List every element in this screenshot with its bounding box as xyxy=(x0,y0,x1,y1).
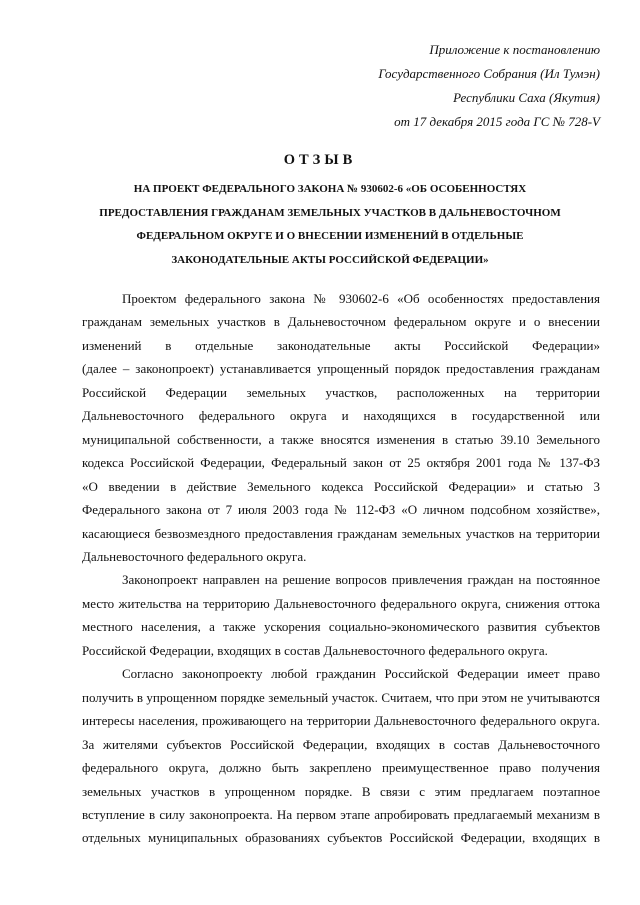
paragraph-3 xyxy=(82,662,600,850)
appendix-line: Республики Саха (Якутия) xyxy=(453,90,600,105)
text-line: «О введении в действие Земельного кодекса Российской Федерации» и статью 3 xyxy=(82,478,600,494)
text-line: Российской Федерации земельных участков, расположенных на территории xyxy=(82,384,600,400)
document-title: ОТЗЫВ xyxy=(283,152,357,168)
text-line: отдельных муниципальных образованиях субъектов Российской Федерации, входящих в xyxy=(82,830,600,846)
text-line: кодекса Российской Федерации, Федеральный закон от 25 октября 2001 года № 137-ФЗ xyxy=(82,455,600,471)
text-line: касающиеся безвозмездного предоставления гражданам земельных участков на территории xyxy=(82,525,600,541)
text-line: местного населения, а также ускорения социально-экономического развития субъектов xyxy=(82,619,600,635)
appendix-line: от 17 декабря 2015 года ГС № 728-V xyxy=(394,114,600,129)
appendix-note xyxy=(378,38,600,134)
paragraph-1 xyxy=(82,287,600,568)
text-line: Проектом федерального закона № 930602-6 «Об особенностях предоставления xyxy=(122,291,600,306)
text-line: получить в упрощенном порядке земельный участок. Считаем, что при этом не учитываются xyxy=(82,689,600,705)
subtitle-line: ЗАКОНОДАТЕЛЬНЫЕ АКТЫ РОССИЙСКОЙ ФЕДЕРАЦИИ» xyxy=(171,253,489,266)
text-line: изменений в отдельные законодательные акты Российской Федерации» xyxy=(82,337,600,353)
text-line: Российской Федерации, входящих в состав Дальневосточного федерального округа. xyxy=(82,642,548,658)
text-line: вступление в силу законопроекта. На первом этапе апробировать предлагаемый механизм в xyxy=(82,806,600,822)
text-line: (далее – законопроект) устанавливается упрощенный порядок предоставления гражданам xyxy=(82,361,600,377)
text-line: федерального округа, должно быть закреплено преимущественное право получения xyxy=(82,760,600,776)
text-line: Законопроект направлен на решение вопросов привлечения граждан на постоянное xyxy=(122,572,600,588)
text-line: место жительства на территорию Дальневосточного федерального округа, снижения оттока xyxy=(82,595,600,611)
text-line: Дальневосточного федерального округа и находящихся в государственной или xyxy=(82,408,600,424)
subtitle-line: ФЕДЕРАЛЬНОМ ОКРУГЕ И О ВНЕСЕНИИ ИЗМЕНЕНИЙ В ОТДЕЛЬНЫЕ xyxy=(136,230,524,242)
subtitle-line: НА ПРОЕКТ ФЕДЕРАЛЬНОГО ЗАКОНА № 930602-6 «ОБ ОСОБЕННОСТЯХ xyxy=(133,183,527,195)
document-body xyxy=(82,287,600,850)
text-line: Согласно законопроекту любой гражданин Российской Федерации имеет право xyxy=(122,666,600,682)
text-line: интересы населения, проживающего на территории Дальневосточного федерального округа. xyxy=(82,713,600,729)
appendix-line: Государственного Собрания (Ил Тумэн) xyxy=(378,66,600,81)
document-subtitle xyxy=(70,178,590,272)
paragraph-2 xyxy=(82,568,600,662)
text-line: гражданам земельных участков в Дальневосточном федеральном округе и о внесении xyxy=(82,314,600,330)
text-line: земельных участков в упрощенном порядке. В связи с этим предлагаем поэтапное xyxy=(82,783,600,799)
text-line: муниципальной собственности, а также вносятся изменения в статью 39.10 Земельного xyxy=(82,431,600,447)
appendix-line: Приложение к постановлению xyxy=(429,42,600,57)
text-line: Дальневосточного федерального округа. xyxy=(82,548,307,564)
text-line: За жителями субъектов Российской Федерации, входящих в состав Дальневосточного xyxy=(82,736,600,752)
text-line: Федерального закона от 7 июля 2003 года № 112-ФЗ «О личном подсобном хозяйстве», xyxy=(82,502,600,518)
subtitle-line: ПРЕДОСТАВЛЕНИЯ ГРАЖДАНАМ ЗЕМЕЛЬНЫХ УЧАСТКОВ В ДАЛЬНЕВОСТОЧНОМ xyxy=(99,206,561,219)
